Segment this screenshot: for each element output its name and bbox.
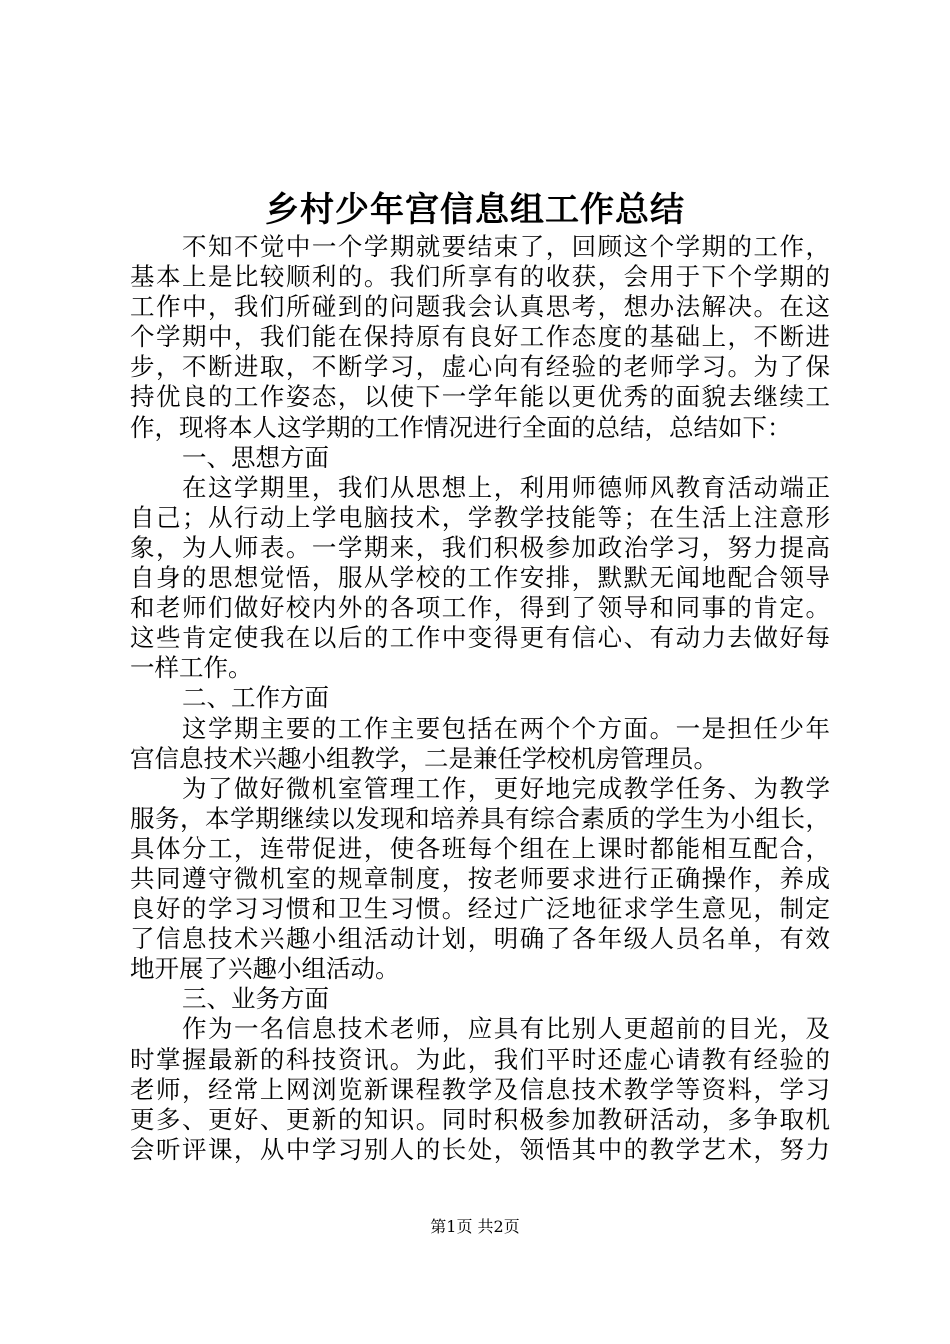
page-footer: 第1页 共2页	[430, 1217, 520, 1236]
text-line: 象，为人师表。一学期来，我们积极参加政治学习，努力提高	[130, 532, 830, 562]
document-body	[130, 232, 830, 1165]
text-line: 共同遵守微机室的规章制度，按老师要求进行正确操作，养成	[130, 863, 830, 893]
text-line: 一、思想方面	[182, 442, 329, 472]
text-line: 作，现将本人这学期的工作情况进行全面的总结，总结如下：	[130, 412, 792, 442]
text-line: 这些肯定使我在以后的工作中变得更有信心、有动力去做好每	[130, 623, 830, 653]
text-line: 更多、更好、更新的知识。同时积极参加教研活动，多争取机	[130, 1104, 830, 1134]
text-line: 了信息技术兴趣小组活动计划，明确了各年级人员名单，有效	[130, 924, 830, 954]
text-line: 自身的思想觉悟，服从学校的工作安排，默默无闻地配合领导	[130, 563, 830, 593]
text-line: 个学期中，我们能在保持原有良好工作态度的基础上，不断进	[130, 322, 830, 352]
text-line: 三、业务方面	[182, 984, 329, 1014]
text-line: 步，不断进取，不断学习，虚心向有经验的老师学习。为了保	[130, 352, 830, 382]
text-line: 服务，本学期继续以发现和培养具有综合素质的学生为小组长，	[130, 803, 830, 833]
text-line: 地开展了兴趣小组活动。	[130, 954, 400, 984]
text-line: 不知不觉中一个学期就要结束了，回顾这个学期的工作，	[182, 232, 830, 261]
text-line: 基本上是比较顺利的。我们所享有的收获，会用于下个学期的	[130, 262, 830, 292]
text-line: 一样工作。	[130, 653, 253, 683]
text-line: 良好的学习习惯和卫生习惯。经过广泛地征求学生意见，制定	[130, 894, 830, 924]
text-line: 为了做好微机室管理工作，更好地完成教学任务、为教学	[182, 773, 830, 803]
text-line: 自己；从行动上学电脑技术，学教学技能等；在生活上注意形	[130, 502, 830, 532]
text-line: 宫信息技术兴趣小组教学，二是兼任学校机房管理员。	[130, 743, 718, 773]
text-line: 这学期主要的工作主要包括在两个个方面。一是担任少年	[182, 713, 830, 743]
text-line: 老师，经常上网浏览新课程教学及信息技术教学等资料，学习	[130, 1074, 830, 1104]
text-line: 在这学期里，我们从思想上，利用师德师风教育活动端正	[182, 472, 830, 502]
text-line: 二、工作方面	[182, 683, 329, 713]
text-line: 具体分工，连带促进，使各班每个组在上课时都能相互配合，	[130, 833, 830, 863]
text-line: 会听评课，从中学习别人的长处，领悟其中的教学艺术，努力	[130, 1134, 830, 1164]
text-line: 和老师们做好校内外的各项工作，得到了领导和同事的肯定。	[130, 593, 830, 623]
text-line: 持优良的工作姿态，以使下一学年能以更优秀的面貌去继续工	[130, 382, 830, 412]
text-line: 工作中，我们所碰到的问题我会认真思考，想办法解决。在这	[130, 292, 830, 322]
text-line: 时掌握最新的科技资讯。为此，我们平时还虚心请教有经验的	[130, 1044, 830, 1074]
document-title: 乡村少年宫信息组工作总结	[265, 190, 685, 230]
text-line: 作为一名信息技术老师，应具有比别人更超前的目光，及	[182, 1014, 830, 1044]
